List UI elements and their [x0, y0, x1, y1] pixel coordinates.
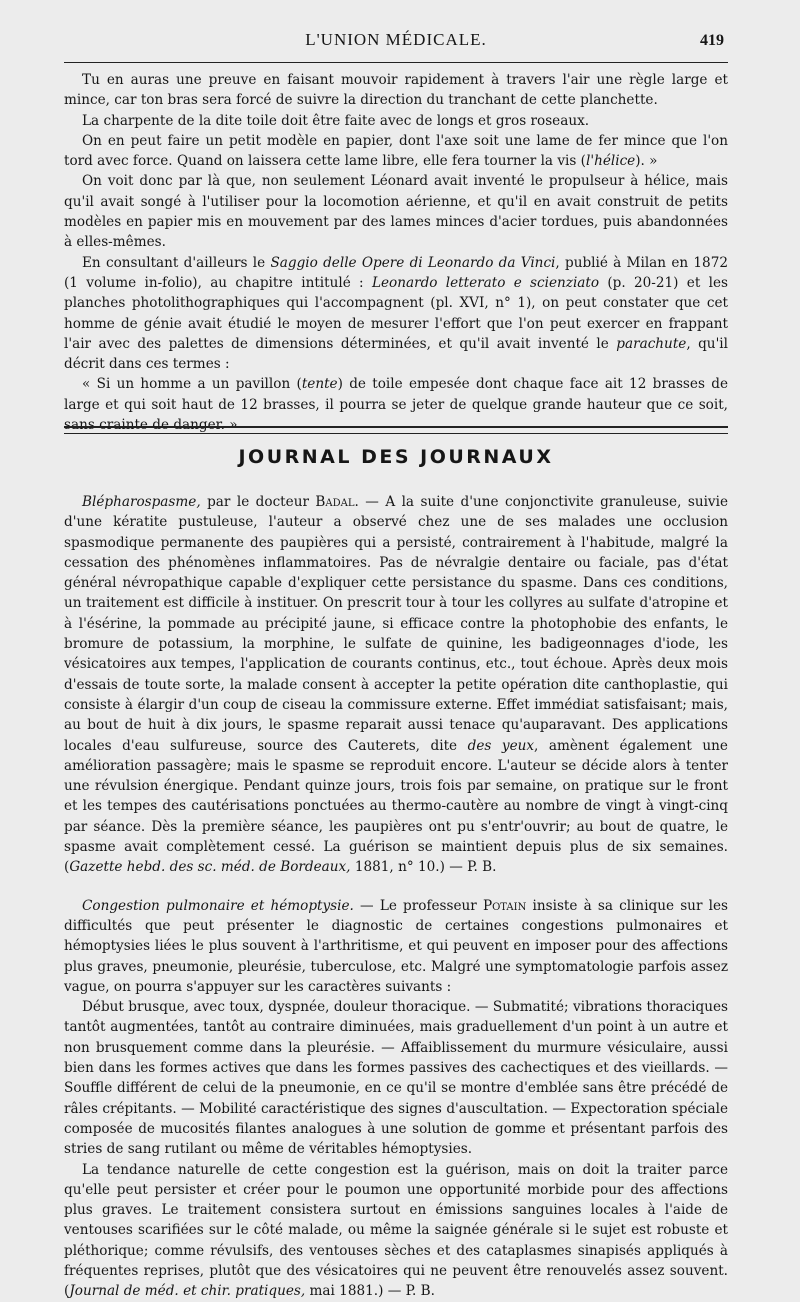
author-name: Badal.	[315, 494, 359, 510]
text: , amènent également une amélioration passagère; mais le spasme se reproduit encore. L'auteur se décide alors à tenter une révulsion énergique. Pendant quinze jours, trois fois par semaine, on pratique sur le front et les tempes des cautérisations ponctuées au thermo-cautère au nombre de vingt à vingt-cinq par séance. Dès la première séance, les paupières ont pu s'entr'ouvrir; au bout de quatre, le spasme avait complètement cessé. La guérison se maintient depuis plus de six semaines. (	[64, 737, 728, 876]
paragraph	[64, 111, 728, 131]
header-rule	[64, 62, 728, 63]
text: On en peut faire un petit modèle en papier, dont l'axe soit une lame de fer mince que l'on tord avec force. Quand on laissera cette lame libre, elle fera tourner la vis (	[64, 132, 728, 170]
text: ). »	[635, 153, 658, 170]
article-blepharospasme	[64, 492, 728, 878]
running-title: L'UNION MÉDICALE.	[305, 30, 487, 49]
source-citation: Gazette hebd. des sc. méd. de Bordeaux,	[69, 859, 351, 876]
italic-term: des yeux	[467, 737, 535, 754]
article-title: Blépharospasme,	[82, 494, 201, 510]
text: Début brusque, avec toux, dyspnée, douleur thoracique. — Submatité; vibrations thoraciques tantôt augmentées, tantôt au contraire diminuées, mais graduellement d'un point à un autre et non brusquement comme dans la pleurésie. — Affaiblissement du murmure vésiculaire, aussi bien dans les formes actives que dans les formes passives des cachectiques et des vieillards. — Souffle différent de celui de la pneumonie, en ce qu'il se montre d'emblée sans être précédé de râles crépitants. — Mobilité caractéristique des signes d'auscultation. — Expectoration spéciale composée de mucosités filantes analogues à une solution de gomme et présentant parfois des stries de sang rutilant ou même de véritables hémoptysies.	[64, 999, 728, 1158]
paragraph	[64, 1160, 728, 1302]
text: insiste à sa clinique sur les difficultés que peut présenter le diagnostic de certaines congestions pulmonaires et hémoptysies liées le plus souvent à l'arthritisme, et qui peuvent en imposer pour des affections plus graves, pneumonie, pleurésie, tuberculose, etc. Malgré une symptomatologie parfois assez vague, on pourra s'appuyer sur les caractères suivants :	[64, 897, 728, 995]
page-number: 419	[700, 32, 724, 49]
article-congestion	[64, 896, 728, 997]
section-heading: JOURNAL DES JOURNAUX	[238, 446, 554, 468]
italic-term: l'hélice	[585, 153, 636, 170]
paragraph	[64, 253, 728, 375]
leonardo-section	[64, 70, 728, 435]
text: mai 1881.) — P. B.	[305, 1283, 435, 1300]
author-name: Potain	[482, 897, 527, 914]
source-citation: Journal de méd. et chir. pratiques,	[69, 1283, 306, 1300]
text: , qu'il décrit dans ces termes :	[64, 335, 728, 373]
text: par le docteur	[200, 494, 316, 510]
text: , publié à Milan en 1872 (1 volume in-folio), au chapitre intitulé :	[64, 254, 728, 291]
article-title: Congestion pulmonaire et hémoptysie.	[82, 897, 354, 914]
section-divider	[64, 426, 728, 434]
text: 1881, n° 10.) — P. B.	[350, 859, 497, 876]
text: En consultant d'ailleurs le	[82, 254, 271, 271]
text: — Le professeur	[353, 897, 483, 914]
paragraph	[64, 171, 728, 252]
text: — A la suite d'une conjonctivite granuleuse, suivie d'une kératite pustuleuse, l'auteur a observé chez une de ses malades une occlusion spasmodique permanente des paupières qui a persisté, contrairement à l'habitude, malgré la cessation des phénomènes inflammatoires. Pas de névralgie dentaire ou faciale, pas d'état général névropathique capable d'expliquer cette persistance du spasme. Dans ces conditions, un traitement est difficile à instituer. On prescrit tour à tour les collyres au sulfate d'atropine et à l'ésérine, la pommade au précipité jaune, si efficace contre la photophobie des enfants, le bromure de potassium, la morphine, le sulfate de quinine, les badigeonnages d'iode, les vésicatoires aux tempes, l'application de courants continus, etc., tout échoue. Après deux mois d'essais de toute sorte, la malade consent à accepter la petite opération dite canthoplastie, qui consiste à élargir d'un coup de ciseau la commissure externe. Effet immédiat satisfaisant; mais, au bout de huit à dix jours, le spasme reparait aussi tenace qu'auparavant. Des applications locales d'eau sulfureuse, source des Cauterets, dite	[64, 494, 728, 754]
text: La charpente de la dite toile doit être faite avec de longs et gros roseaux.	[82, 112, 590, 129]
italic-term: tente	[301, 376, 338, 393]
journal-section	[64, 492, 728, 1302]
text: ) de toile empesée dont chaque face ait 12 brasses de large et qui soit haut de 12 brasses, il pourra se jeter de quelque grande hauteur que ce soit, sans crainte de danger. »	[64, 376, 728, 434]
text: (p. 20-21) et les planches photolithographiques qui l'accompagnent (pl. XVI, n° 1), on peut constater que cet homme de génie avait étudié le moyen de mesurer l'effort que l'on peut exercer en frappant l'air avec des palettes de dimensions déterminées, et qu'il avait inventé le	[64, 274, 728, 352]
text: La tendance naturelle de cette congestion est la guérison, mais on doit la traiter parce qu'elle peut persister et créer pour le poumon une opportunité morbide pour des affections plus graves. Le traitement consistera surtout en émissions sanguines locales à l'aide de ventouses scarifiées sur le côté malade, ou même la saignée générale si le sujet est robuste et pléthorique; comme révulsifs, des ventouses sèches et des cataplasmes sinapisés appliqués à fréquentes reprises, plutôt que des vésicatoires qui ne peuvent être renouvelés assez souvent. (	[64, 1161, 728, 1300]
paragraph	[64, 70, 728, 111]
page-header	[64, 26, 728, 56]
text: Tu en auras une preuve en faisant mouvoir rapidement à travers l'air une règle large et mince, car ton bras sera forcé de suivre la direction du tranchant de cette planchette.	[64, 72, 728, 109]
italic-term: parachute	[616, 335, 687, 352]
chapter-title: Leonardo letterato e scienziato	[371, 274, 600, 291]
text: On voit donc par là que, non seulement Léonard avait inventé le propulseur à hélice, mais qu'il avait songé à l'utiliser pour la locomotion aérienne, et qu'il en avait construit de petits modèles en papier mis en mouvement par des lames minces d'acier tordues, puis abandonnées à elles-mêmes.	[64, 173, 728, 251]
spacer	[64, 878, 728, 896]
paragraph	[64, 997, 728, 1159]
book-title: Saggio delle Opere di Leonardo da Vinci	[270, 254, 556, 271]
paragraph	[64, 131, 728, 172]
text: « Si un homme a un pavillon (	[82, 376, 302, 393]
